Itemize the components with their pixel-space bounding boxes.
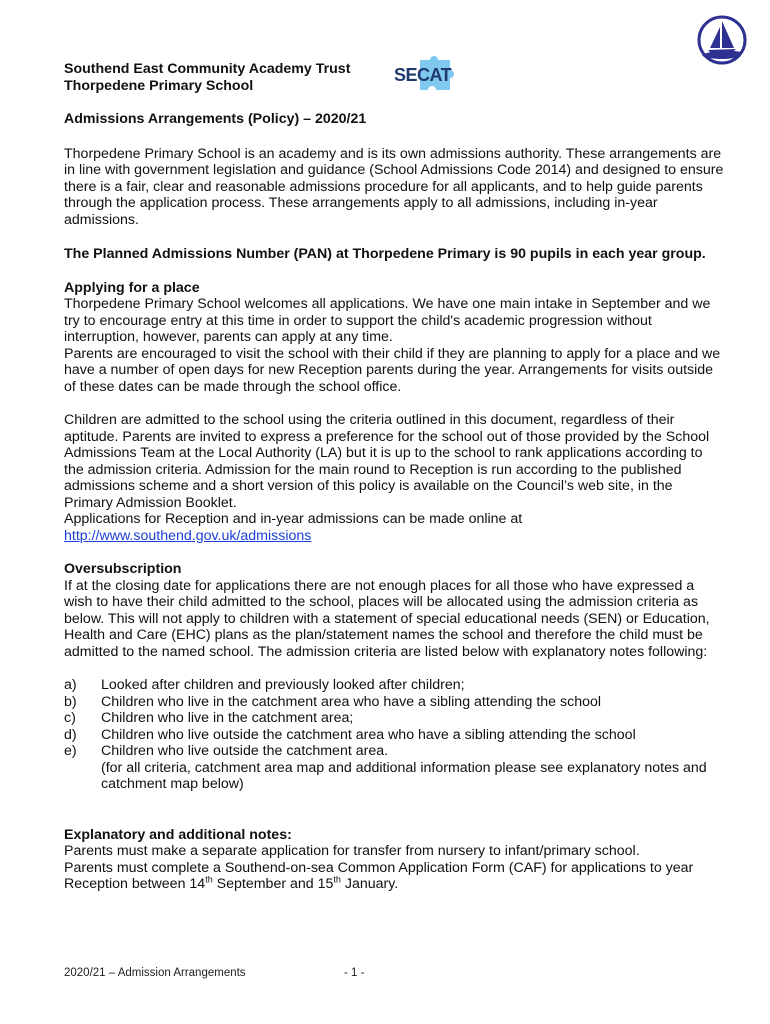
ordinal: th	[205, 874, 213, 885]
list-marker: a)	[64, 677, 77, 693]
oversubscription-paragraph: If at the closing date for applications there are not enough places for all those who have expressed a wish to have their child admitted to the school, places will be allocated using the admission criteria as below. This will not apply to children with a statement of special educational needs (SEN) or Education, Health and Care (EHC) plans as the plan/statement names the school and therefore the child must be admitted to the named school. The admission criteria are listed below with explanatory notes following:	[64, 577, 710, 660]
page-footer	[64, 965, 365, 982]
applying-heading: Applying for a place	[64, 279, 200, 296]
admissions-link[interactable]: http://www.southend.gov.uk/admissions	[64, 527, 312, 544]
trust-name: Southend East Community Academy Trust	[64, 61, 351, 77]
applying-paragraph: Thorpedene Primary School welcomes all applications. We have one main intake in September and we try to encourage entry at this time in order to support the child's academic progression without interruption, however, parents can apply at any time.	[64, 296, 711, 345]
caf-note	[64, 860, 724, 893]
page-title: Admissions Arrangements (Policy) – 2020/21	[64, 111, 367, 127]
list-text: Children who live outside the catchment area who have a sibling attending the school	[101, 726, 636, 743]
intro-paragraph: Thorpedene Primary School is an academy and is its own admissions authority. These arrangements are in line with government legislation and guidance (School Admissions Code 2014) and designed to ensure there is a fair, clear and reasonable admissions procedure for all applicants, and to help guide parents through the application process. These arrangements apply to all admissions, including in-year admissions.	[64, 145, 724, 228]
page-number: - 1 -	[344, 967, 365, 979]
list-marker: c)	[64, 710, 76, 726]
list-text: Children who live outside the catchment area.	[101, 743, 389, 759]
visit-paragraph: Parents are encouraged to visit the school with their child if they are planning to apply for a place and we have a number of open days for new Reception parents during the year. Arrangements for visits outside of these dates can be made through the school office.	[64, 345, 721, 395]
caf-text: September and 15	[212, 876, 334, 892]
criteria-note-text: (for all criteria, catchment area map and additional information please see explanatory notes and catchment map below)	[101, 759, 707, 792]
oversubscription-heading: Oversubscription	[64, 561, 182, 577]
notes-heading: Explanatory and additional notes:	[64, 826, 292, 843]
logo-text: SECAT	[394, 65, 452, 85]
list-marker: e)	[64, 743, 77, 759]
list-item	[64, 677, 724, 694]
list-text: Looked after children and previously looked after children;	[101, 677, 465, 693]
ordinal: th	[333, 874, 341, 885]
pan-statement: The Planned Admissions Number (PAN) at Thorpedene Primary is 90 pupils in each year group.	[64, 246, 706, 262]
criteria-list	[64, 677, 724, 793]
list-text: Children who live in the catchment area;	[101, 710, 354, 726]
footer-title: 2020/21 – Admission Arrangements	[64, 967, 246, 979]
list-marker: b)	[64, 693, 77, 710]
list-text: Children who live in the catchment area who have a sibling attending the school	[101, 693, 602, 710]
list-item	[64, 727, 724, 744]
caf-text: January.	[340, 876, 399, 892]
criteria-paragraph: Children are admitted to the school using the criteria outlined in this document, regardless of their aptitude. Parents are invited to express a preference for the school out of those provided by the School Admissions Team at the Local Authority (LA) but it is up to the school to rank applications according to the admission criteria. Admission for the main round to Reception is run according to the published admissions scheme and a short version of this policy is available on the Council’s web site, in the Primary Admission Booklet.	[64, 412, 710, 511]
list-item	[64, 710, 724, 727]
list-item	[64, 743, 724, 760]
school-name: Thorpedene Primary School	[64, 77, 254, 94]
school-logo-icon	[696, 15, 748, 65]
nursery-note: Parents must make a separate application for transfer from nursery to infant/primary school.	[64, 843, 640, 859]
caf-text: Parents must complete a Southend-on-sea Common Application Form (CAF) for applications to year Reception between 14	[64, 859, 694, 892]
list-item	[64, 694, 724, 711]
list-marker: d)	[64, 726, 77, 743]
criteria-note	[64, 760, 724, 793]
online-paragraph: Applications for Reception and in-year admissions can be made online at	[64, 511, 523, 527]
